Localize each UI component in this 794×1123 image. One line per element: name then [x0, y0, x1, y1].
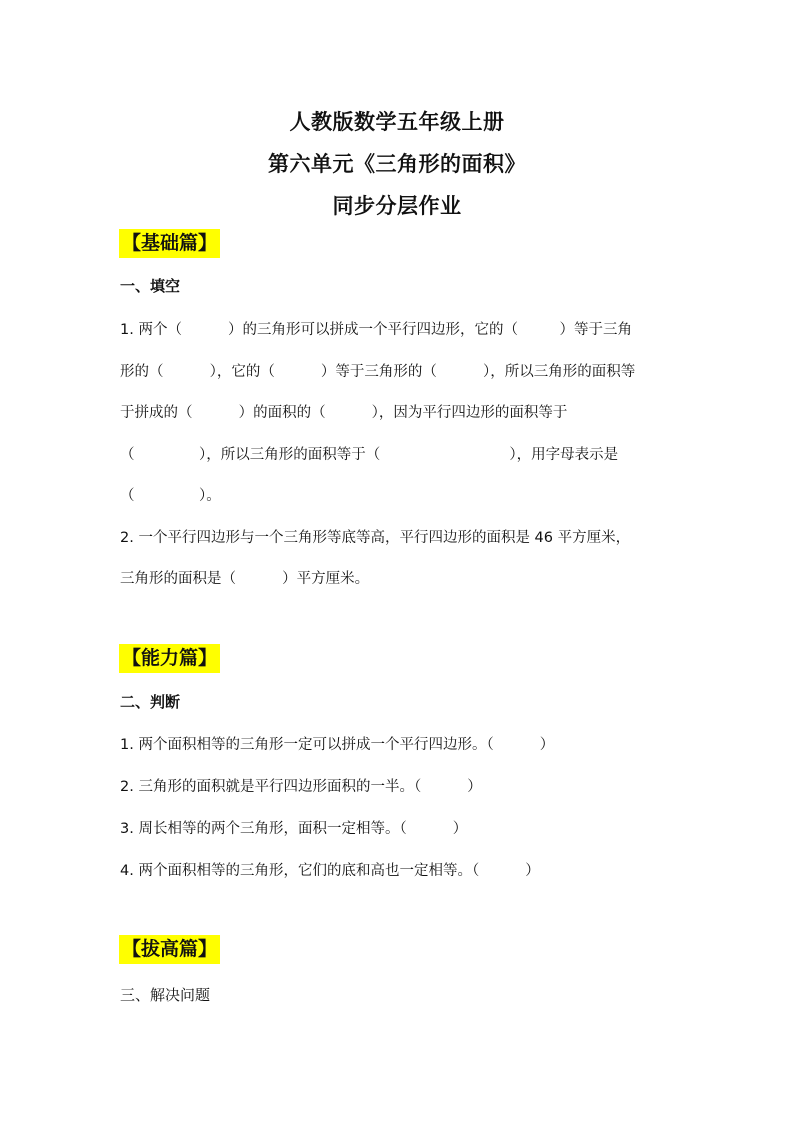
doc-title: 人教版数学五年级上册	[289, 110, 505, 134]
basic-line-6: 2. 一个平行四边形与一个三角形等底等高，平行四边形的面积是 46 平方厘米，	[120, 530, 631, 546]
section-problem-solving: 三、解决问题	[120, 986, 211, 1004]
judgment-item-3: 3. 周长相等的两个三角形，面积一定相等。（ ）	[120, 821, 468, 837]
basic-line-7: 三角形的面积是（ ）平方厘米。	[120, 571, 370, 587]
basic-line-2: 形的（ ），它的（ ）等于三角形的（ ），所以三角形的面积等	[120, 364, 636, 380]
basic-line-4: （ ），所以三角形的面积等于（ ），用字母表示是	[120, 447, 619, 463]
basic-line-1: 1. 两个（ ）的三角形可以拼成一个平行四边形，它的（ ）等于三角	[120, 322, 633, 338]
basic-line-5: （ ）。	[120, 488, 221, 504]
advanced-level-tag: 【拔高篇】	[119, 935, 220, 964]
section-fill-blank: 一、填空	[120, 277, 181, 295]
basic-line-3: 于拼成的（ ）的面积的（ ），因为平行四边形的面积等于	[120, 405, 568, 421]
judgment-item-1: 1. 两个面积相等的三角形一定可以拼成一个平行四边形。（ ）	[120, 737, 555, 753]
doc-subtitle-unit: 第六单元《三角形的面积》	[268, 152, 526, 176]
judgment-item-4: 4. 两个面积相等的三角形，它们的底和高也一定相等。（ ）	[120, 863, 540, 879]
doc-subtitle-homework: 同步分层作业	[332, 194, 462, 218]
basic-level-tag: 【基础篇】	[119, 229, 220, 258]
ability-level-tag: 【能力篇】	[119, 644, 220, 673]
judgment-item-2: 2. 三角形的面积就是平行四边形面积的一半。（ ）	[120, 779, 482, 795]
section-judgment: 二、判断	[120, 693, 181, 711]
